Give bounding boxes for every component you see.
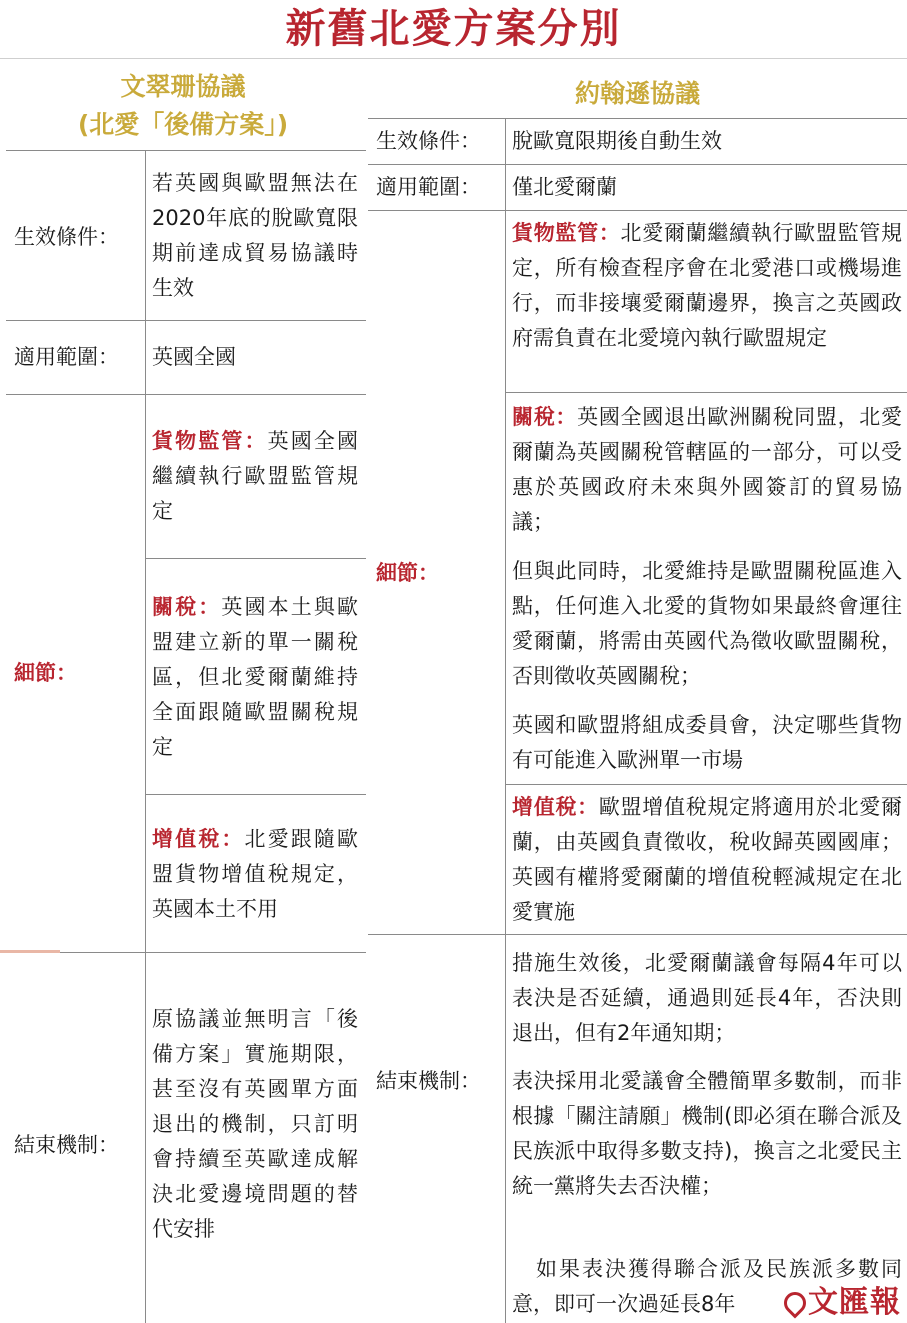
- divider: [6, 952, 366, 953]
- vat-body: 北愛跟隨歐盟貨物增值稅規定，英國本土不用: [152, 827, 358, 921]
- goods-body: 北愛爾蘭繼續執行歐盟監管規定，所有檢查程序會在北愛港口或機場進行，而非接壤愛爾蘭邊界，換言之英國政府需負責在北愛境內執行歐盟規定: [512, 221, 903, 350]
- divider: [368, 210, 907, 211]
- left-panel: [0, 62, 366, 1323]
- right-panel-heading: 約翰遜協議: [574, 79, 700, 108]
- left-ending-text: 原協議並無明言「後備方案」實施期限，甚至沒有英國單方面退出的機制，只訂明會持續至英歐達成解決北愛邊境問題的替代安排: [152, 1007, 358, 1241]
- right-tariff-text-3: 英國和歐盟將組成委員會，決定哪些貨物有可能進入歐洲單一市場: [512, 713, 902, 772]
- left-effective-label: 生效條件：: [14, 225, 119, 249]
- right-scope-text: 僅北愛爾蘭: [512, 175, 617, 199]
- right-ending-text-1: 措施生效後，北愛爾蘭議會每隔4年可以表決是否延續，通過則延長4年，否決則退出，但有2年通知期；: [512, 951, 902, 1045]
- goods-key: 貨物監管：: [512, 221, 621, 245]
- page-title: 新舊北愛方案分別: [285, 5, 622, 52]
- right-panel: [368, 62, 907, 1323]
- watermark-text: 文匯報: [808, 1285, 901, 1320]
- column-divider: [145, 150, 146, 1323]
- divider: [368, 934, 907, 935]
- left-details-label: 細節：: [14, 661, 77, 685]
- left-ending-label: 結束機制：: [14, 1133, 119, 1157]
- right-tariff-text: [512, 400, 902, 540]
- divider: [368, 118, 907, 119]
- right-ending-text-2: 表決採用北愛議會全體簡單多數制，而非根據「關注請願」機制(即必須在聯合派及民族派中取得多數支持)，換言之北愛民主統一黨將失去否決權；: [512, 1069, 902, 1198]
- publisher-watermark: [784, 1277, 901, 1321]
- divider: [368, 164, 907, 165]
- divider: [6, 394, 366, 395]
- divider: [6, 320, 366, 321]
- right-tariff-text-2: 但與此同時，北愛維持是歐盟關稅區進入點，任何進入北愛的貨物如果最終會運往愛爾蘭，將需由英國代為徵收歐盟關稅，否則徵收英國關稅；: [512, 559, 902, 688]
- vat-key: 增值稅：: [152, 827, 245, 851]
- divider: [6, 150, 366, 151]
- divider: [505, 784, 907, 785]
- tariff-key: 關稅：: [512, 405, 578, 429]
- left-goods-text: [152, 424, 358, 529]
- vat-key: 增值稅：: [512, 795, 599, 819]
- tariff-body: 英國全國退出歐洲關稅同盟，北愛爾蘭為英國關稅管轄區的一部分，可以受惠於英國政府未來與外國簽訂的貿易協議；: [512, 405, 903, 534]
- divider: [145, 794, 366, 795]
- tariff-key: 關稅：: [152, 595, 222, 619]
- divider: [145, 558, 366, 559]
- right-vat-text: [512, 790, 902, 930]
- left-heading-line1: 文翠珊協議: [120, 72, 246, 101]
- left-scope-label: 適用範圍：: [14, 345, 119, 369]
- right-effective-label: 生效條件：: [376, 129, 481, 153]
- left-table: [0, 62, 366, 1323]
- right-table: [368, 62, 907, 1323]
- left-effective-text: 若英國與歐盟無法在2020年底的脫歐寬限期前達成貿易協議時生效: [152, 171, 358, 300]
- title-divider: [0, 58, 907, 59]
- left-vat-text: [152, 822, 358, 927]
- logo-icon: [779, 1287, 810, 1318]
- divider: [505, 392, 907, 393]
- right-scope-label: 適用範圍：: [376, 175, 481, 199]
- right-details-label: 細節：: [376, 561, 439, 585]
- right-effective-text: 脫歐寬限期後自動生效: [512, 129, 722, 153]
- right-goods-text: [512, 216, 902, 356]
- decorative-mark: [0, 950, 60, 953]
- left-heading-line2: (北愛「後備方案」): [77, 110, 289, 139]
- left-scope-text: 英國全國: [152, 345, 236, 369]
- right-ending-text-3: 如果表決獲得聯合派及民族派多數同意，即可一次過延長8年: [512, 1257, 902, 1316]
- left-tariff-text: [152, 590, 358, 765]
- right-ending-label: 結束機制：: [376, 1069, 481, 1093]
- goods-body: 英國全國繼續執行歐盟監管規定: [152, 429, 358, 523]
- column-divider: [505, 118, 506, 1323]
- tariff-body: 英國本土與歐盟建立新的單一關稅區，但北愛爾蘭維持全面跟隨歐盟關稅規定: [152, 595, 358, 759]
- goods-key: 貨物監管：: [152, 429, 268, 453]
- vat-body: 歐盟增值稅規定將適用於北愛爾蘭，由英國負責徵收，稅收歸英國國庫；英國有權將愛爾蘭的增值稅輕減規定在北愛實施: [512, 795, 903, 924]
